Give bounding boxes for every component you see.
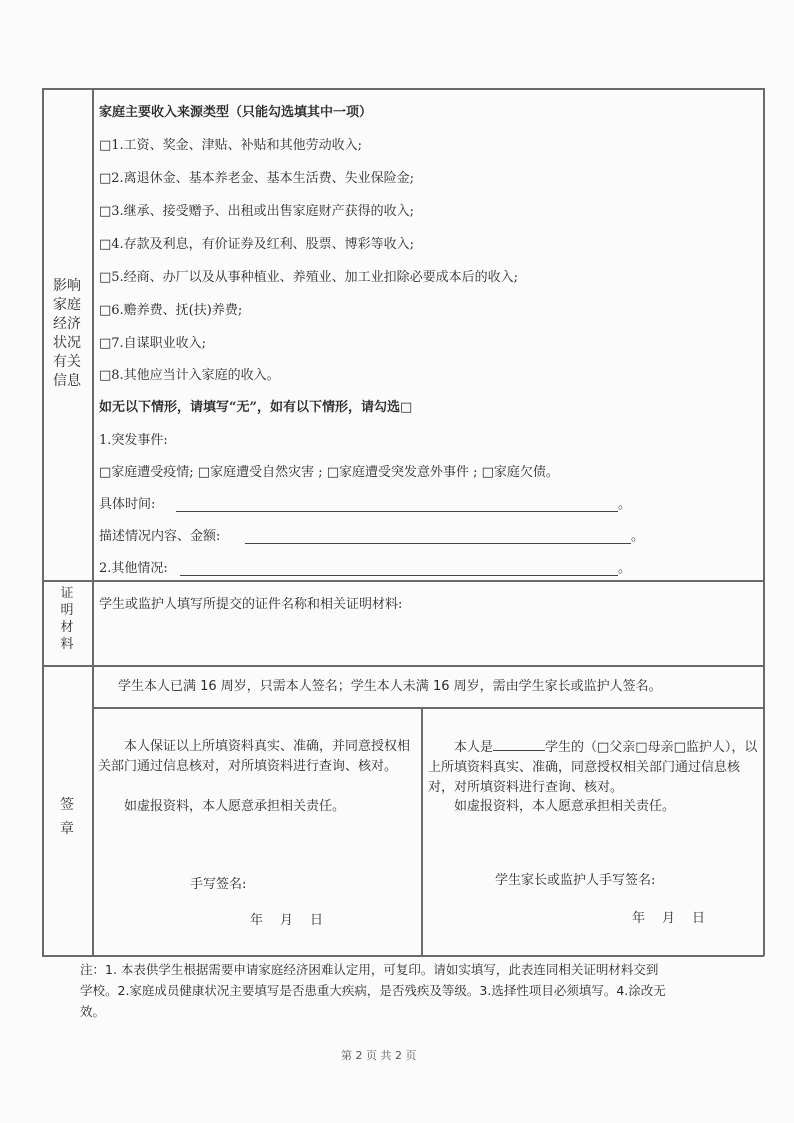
table-top-border bbox=[42, 88, 764, 90]
side-label-line: 影响 bbox=[53, 278, 81, 294]
side-label-line: 章 bbox=[60, 821, 74, 837]
income-option-4[interactable]: □4.存款及利息，有价证券及红利、股票、博彩等收入; bbox=[99, 237, 415, 252]
income-option-5[interactable]: □5.经商、办厂以及从事种植业、养殖业、加工业扣除必要成本后的收入; bbox=[99, 270, 519, 285]
table-right-border bbox=[763, 88, 765, 956]
side-label-line: 签 bbox=[60, 797, 74, 813]
income-option-1[interactable]: □1.工资、奖金、津贴、补贴和其他劳动收入; bbox=[99, 138, 363, 153]
emergency-label: 1.突发事件: bbox=[99, 433, 168, 448]
other-line-end: 。 bbox=[618, 561, 632, 576]
side-label-line: 明 bbox=[60, 603, 74, 618]
situation-instruction: 如无以下情形，请填写“无”，如有以下情形，请勾选□ bbox=[99, 400, 413, 415]
income-option-8[interactable]: □8.其他应当计入家庭的收入。 bbox=[99, 368, 280, 383]
side-label-line: 经济 bbox=[53, 316, 81, 332]
income-option-3[interactable]: □3.继承、接受赠予、出租或出售家庭财产获得的收入; bbox=[99, 204, 415, 219]
guardian-declaration bbox=[428, 737, 758, 798]
footnote-line-2: 学校。2.家庭成员健康状况主要填写是否患重大疾病，是否残疾及等级。3.选择性项目必须填写。4.涂改无 bbox=[80, 983, 666, 998]
age-notice: 学生本人已满 16 周岁，只需本人签名；学生本人未满 16 周岁，需由学生家长或监护人签名。 bbox=[118, 679, 662, 694]
emergency-options[interactable]: □家庭遭受疫情; □家庭遭受自然灾害 ; □家庭遭受突发意外事件 ; □家庭欠债。 bbox=[99, 465, 559, 480]
table-left-border bbox=[42, 88, 44, 956]
notice-divider bbox=[92, 707, 764, 709]
signature-side-label bbox=[47, 793, 87, 841]
footnote-line-1: 注：1. 本表供学生根据需要申请家庭经济困难认定用，可复印。请如实填写，此表连同相关证明材料交到 bbox=[80, 962, 659, 977]
income-option-2[interactable]: □2.离退休金、基本养老金、基本生活费、失业保险金; bbox=[99, 171, 415, 186]
side-label-line: 有关 bbox=[53, 354, 81, 370]
income-heading: 家庭主要收入来源类型（只能勾选填其中一项） bbox=[99, 105, 373, 120]
guardian-relationship-options[interactable]: 学生的（□父亲□母亲□监护人），以上所填资料真实、准确，同意授权相关部门通过信息核对，对所填资料进行查询、核对。 bbox=[428, 740, 758, 795]
student-liability-text: 如虚报资料，本人愿意承担相关责任。 bbox=[124, 799, 346, 814]
income-proof-divider bbox=[42, 580, 764, 582]
page-number: 第 2 页 共 2 页 bbox=[341, 1049, 417, 1062]
label-column-divider bbox=[92, 88, 94, 956]
guardian-student-name-blank[interactable] bbox=[493, 737, 545, 751]
description-label: 描述情况内容、金额: bbox=[99, 529, 221, 544]
other-label: 2.其他情况: bbox=[99, 561, 168, 576]
guardian-sign-label: 学生家长或监护人手写签名: bbox=[495, 873, 656, 888]
side-label-line: 料 bbox=[60, 637, 74, 652]
guardian-sign-date[interactable]: 年 月 日 bbox=[632, 911, 708, 926]
time-line-end: 。 bbox=[618, 497, 632, 512]
time-label: 具体时间: bbox=[99, 497, 156, 512]
time-input-line[interactable] bbox=[176, 511, 618, 512]
income-option-6[interactable]: □6.赡养费、抚(扶)养费; bbox=[99, 303, 243, 318]
income-option-7[interactable]: □7.自谋职业收入; bbox=[99, 336, 207, 351]
income-side-label bbox=[47, 277, 87, 391]
signature-split-divider bbox=[421, 707, 423, 956]
student-sign-label: 手写签名: bbox=[190, 877, 247, 892]
guardian-declaration-start: 本人是 bbox=[454, 740, 494, 755]
description-input-line[interactable] bbox=[245, 543, 631, 544]
guardian-liability bbox=[454, 797, 675, 817]
side-label-line: 信息 bbox=[53, 373, 81, 389]
student-sign-date[interactable]: 年 月 日 bbox=[250, 913, 326, 928]
description-line-end: 。 bbox=[631, 529, 645, 544]
guardian-liability-text: 如虚报资料，本人愿意承担相关责任。 bbox=[454, 799, 676, 814]
side-label-line: 证 bbox=[60, 586, 74, 601]
student-declaration-text: 本人保证以上所填资料真实、准确，并同意授权相关部门通过信息核对，对所填资料进行查询、核对。 bbox=[98, 739, 411, 774]
table-bottom-border bbox=[42, 955, 764, 957]
student-liability bbox=[124, 797, 345, 817]
side-label-line: 状况 bbox=[53, 335, 81, 351]
side-label-line: 材 bbox=[60, 620, 74, 635]
footnote-line-3: 效。 bbox=[80, 1004, 106, 1019]
proof-side-label bbox=[47, 585, 87, 653]
other-input-line[interactable] bbox=[180, 575, 618, 576]
proof-signature-divider bbox=[42, 665, 764, 667]
side-label-line: 家庭 bbox=[53, 297, 81, 313]
student-declaration bbox=[98, 737, 412, 777]
proof-prompt[interactable]: 学生或监护人填写所提交的证件名称和相关证明材料: bbox=[99, 597, 403, 612]
